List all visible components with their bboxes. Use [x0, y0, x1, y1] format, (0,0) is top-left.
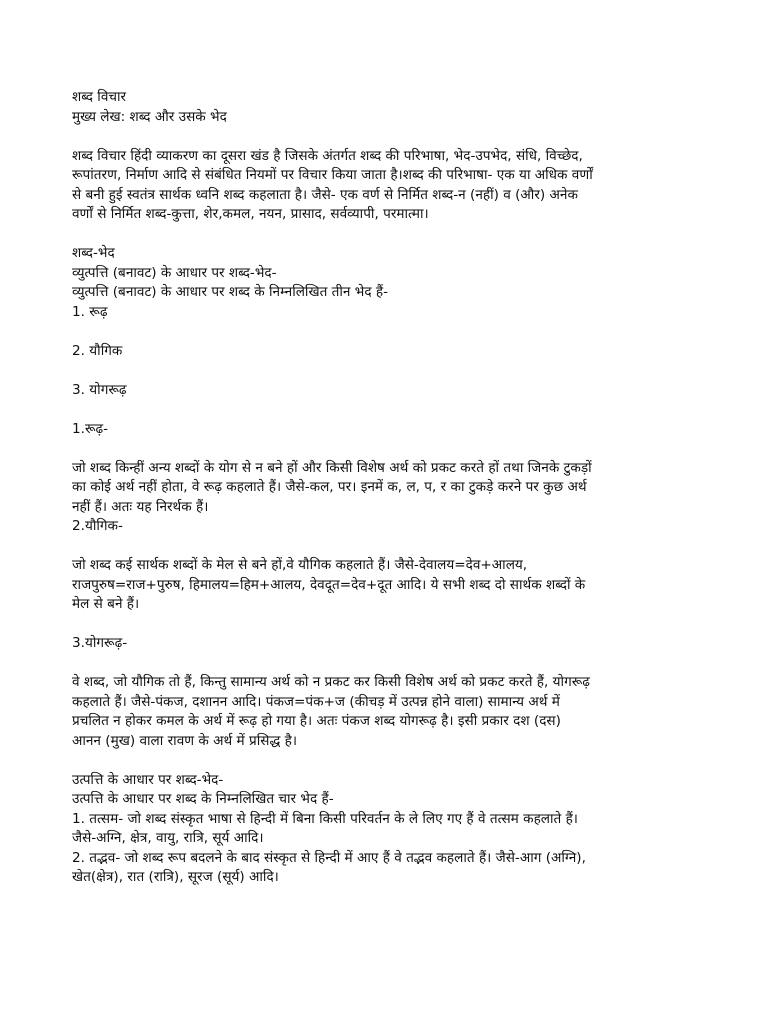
yaugik-text-line: राजपुरुष=राज+पुरुष, हिमालय=हिम+आलय, देवदूत=देव+दूत आदि। ये सभी शब्द दो सार्थक शब्दों के [72, 576, 586, 593]
list-item: 1. रूढ़ [72, 303, 108, 320]
rudh-heading: 1.रूढ़- [72, 420, 109, 437]
list-item: 2. यौगिक [72, 342, 123, 359]
section-heading-bhed: शब्द-भेद [72, 245, 115, 261]
yogrudh-heading: 3.योगरूढ़- [72, 635, 128, 651]
intro-line: से बनी हुई स्वतंत्र सार्थक ध्वनि शब्द कहलाता है। जैसे- एक वर्ण से निर्मित शब्द-न (नहीं) व (और) अनेक [72, 186, 578, 203]
utpatti-item-line: 2. तद्भव- जो शब्द रूप बदलने के बाद संस्कृत से हिन्दी में आए हैं वे तद्भव कहलाते हैं। जैसे-आग (अग्नि), [72, 849, 586, 866]
utpatti-item-line: 1. तत्सम- जो शब्द संस्कृत भाषा से हिन्दी में बिना किसी परिवर्तन के ले लिए गए हैं वे तत्सम कहलाते हैं। [72, 810, 578, 827]
vyutpatti-intro: व्युत्पत्ति (बनावट) के आधार पर शब्द के निम्नलिखित तीन भेद हैं- [72, 284, 388, 300]
yogrudh-text-line: प्रचलित न होकर कमल के अर्थ में रूढ़ हो गया है। अतः पंकज शब्द योगरूढ़ है। इसी प्रकार दश (दस) [72, 713, 561, 729]
intro-line: वर्णों से निर्मित शब्द-कुत्ता, शेर,कमल, नयन, प्रासाद, सर्वव्यापी, परमात्मा। [72, 206, 429, 222]
yogrudh-text-line: आनन (मुख) वाला रावण के अर्थ में प्रसिद्ध है। [72, 732, 298, 749]
yogrudh-text-line: कहलाते हैं। जैसे-पंकज, दशानन आदि। पंकज=पंक+ज (कीचड़ में उत्पन्न होने वाला) सामान्य अर्थ में [72, 693, 560, 710]
main-article-link-line: मुख्य लेख: शब्द और उसके भेद [72, 108, 227, 125]
rudh-text-line: नहीं हैं। अतः यह निरर्थक हैं। [72, 498, 209, 515]
page-title: शब्द विचार [72, 89, 127, 105]
yaugik-text-line: जो शब्द कई सार्थक शब्दों के मेल से बने हों,वे यौगिक कहलाते हैं। जैसे-देवालय=देव+आलय, [72, 557, 528, 573]
utpatti-item-line: जैसे-अग्नि, क्षेत्र, वायु, रात्रि, सूर्य आदि। [72, 830, 264, 846]
yaugik-heading: 2.यौगिक- [72, 518, 123, 534]
yogrudh-text-line: वे शब्द, जो यौगिक तो हैं, किन्तु सामान्य अर्थ को न प्रकट कर किसी विशेष अर्थ को प्रकट करते हैं, योगरूढ़ [72, 674, 590, 690]
yaugik-text-line: मेल से बने हैं। [72, 596, 140, 612]
utpatti-heading: उत्पत्ति के आधार पर शब्द-भेद- [72, 771, 224, 788]
document-body [72, 88, 698, 888]
vyutpatti-heading: व्युत्पत्ति (बनावट) के आधार पर शब्द-भेद- [72, 264, 277, 281]
utpatti-item-line: खेत(क्षेत्र), रात (रात्रि), सूरज (सूर्य) आदि। [72, 869, 279, 885]
list-item: 3. योगरूढ़ [72, 381, 127, 398]
rudh-text-line: का कोई अर्थ नहीं होता, वे रूढ़ कहलाते हैं। जैसे-कल, पर। इनमें क, ल, प, र का टुकड़े करने पर कुछ अर्थ [72, 479, 587, 495]
rudh-text-line: जो शब्द किन्हीं अन्य शब्दों के योग से न बने हों और किसी विशेष अर्थ को प्रकट करते हों तथा जिनके टुकड़ों [72, 459, 592, 476]
intro-line: रूपांतरण, निर्माण आदि से संबंधित नियमों पर विचार किया जाता है।शब्द की परिभाषा- एक या अधिक वर्णों [72, 167, 593, 183]
intro-line: शब्द विचार हिंदी व्याकरण का दूसरा खंड है जिसके अंतर्गत शब्द की परिभाषा, भेद-उपभेद, संधि, विच्छेद, [72, 147, 583, 164]
utpatti-intro: उत्पत्ति के आधार पर शब्द के निम्नलिखित चार भेद हैं- [72, 791, 334, 807]
